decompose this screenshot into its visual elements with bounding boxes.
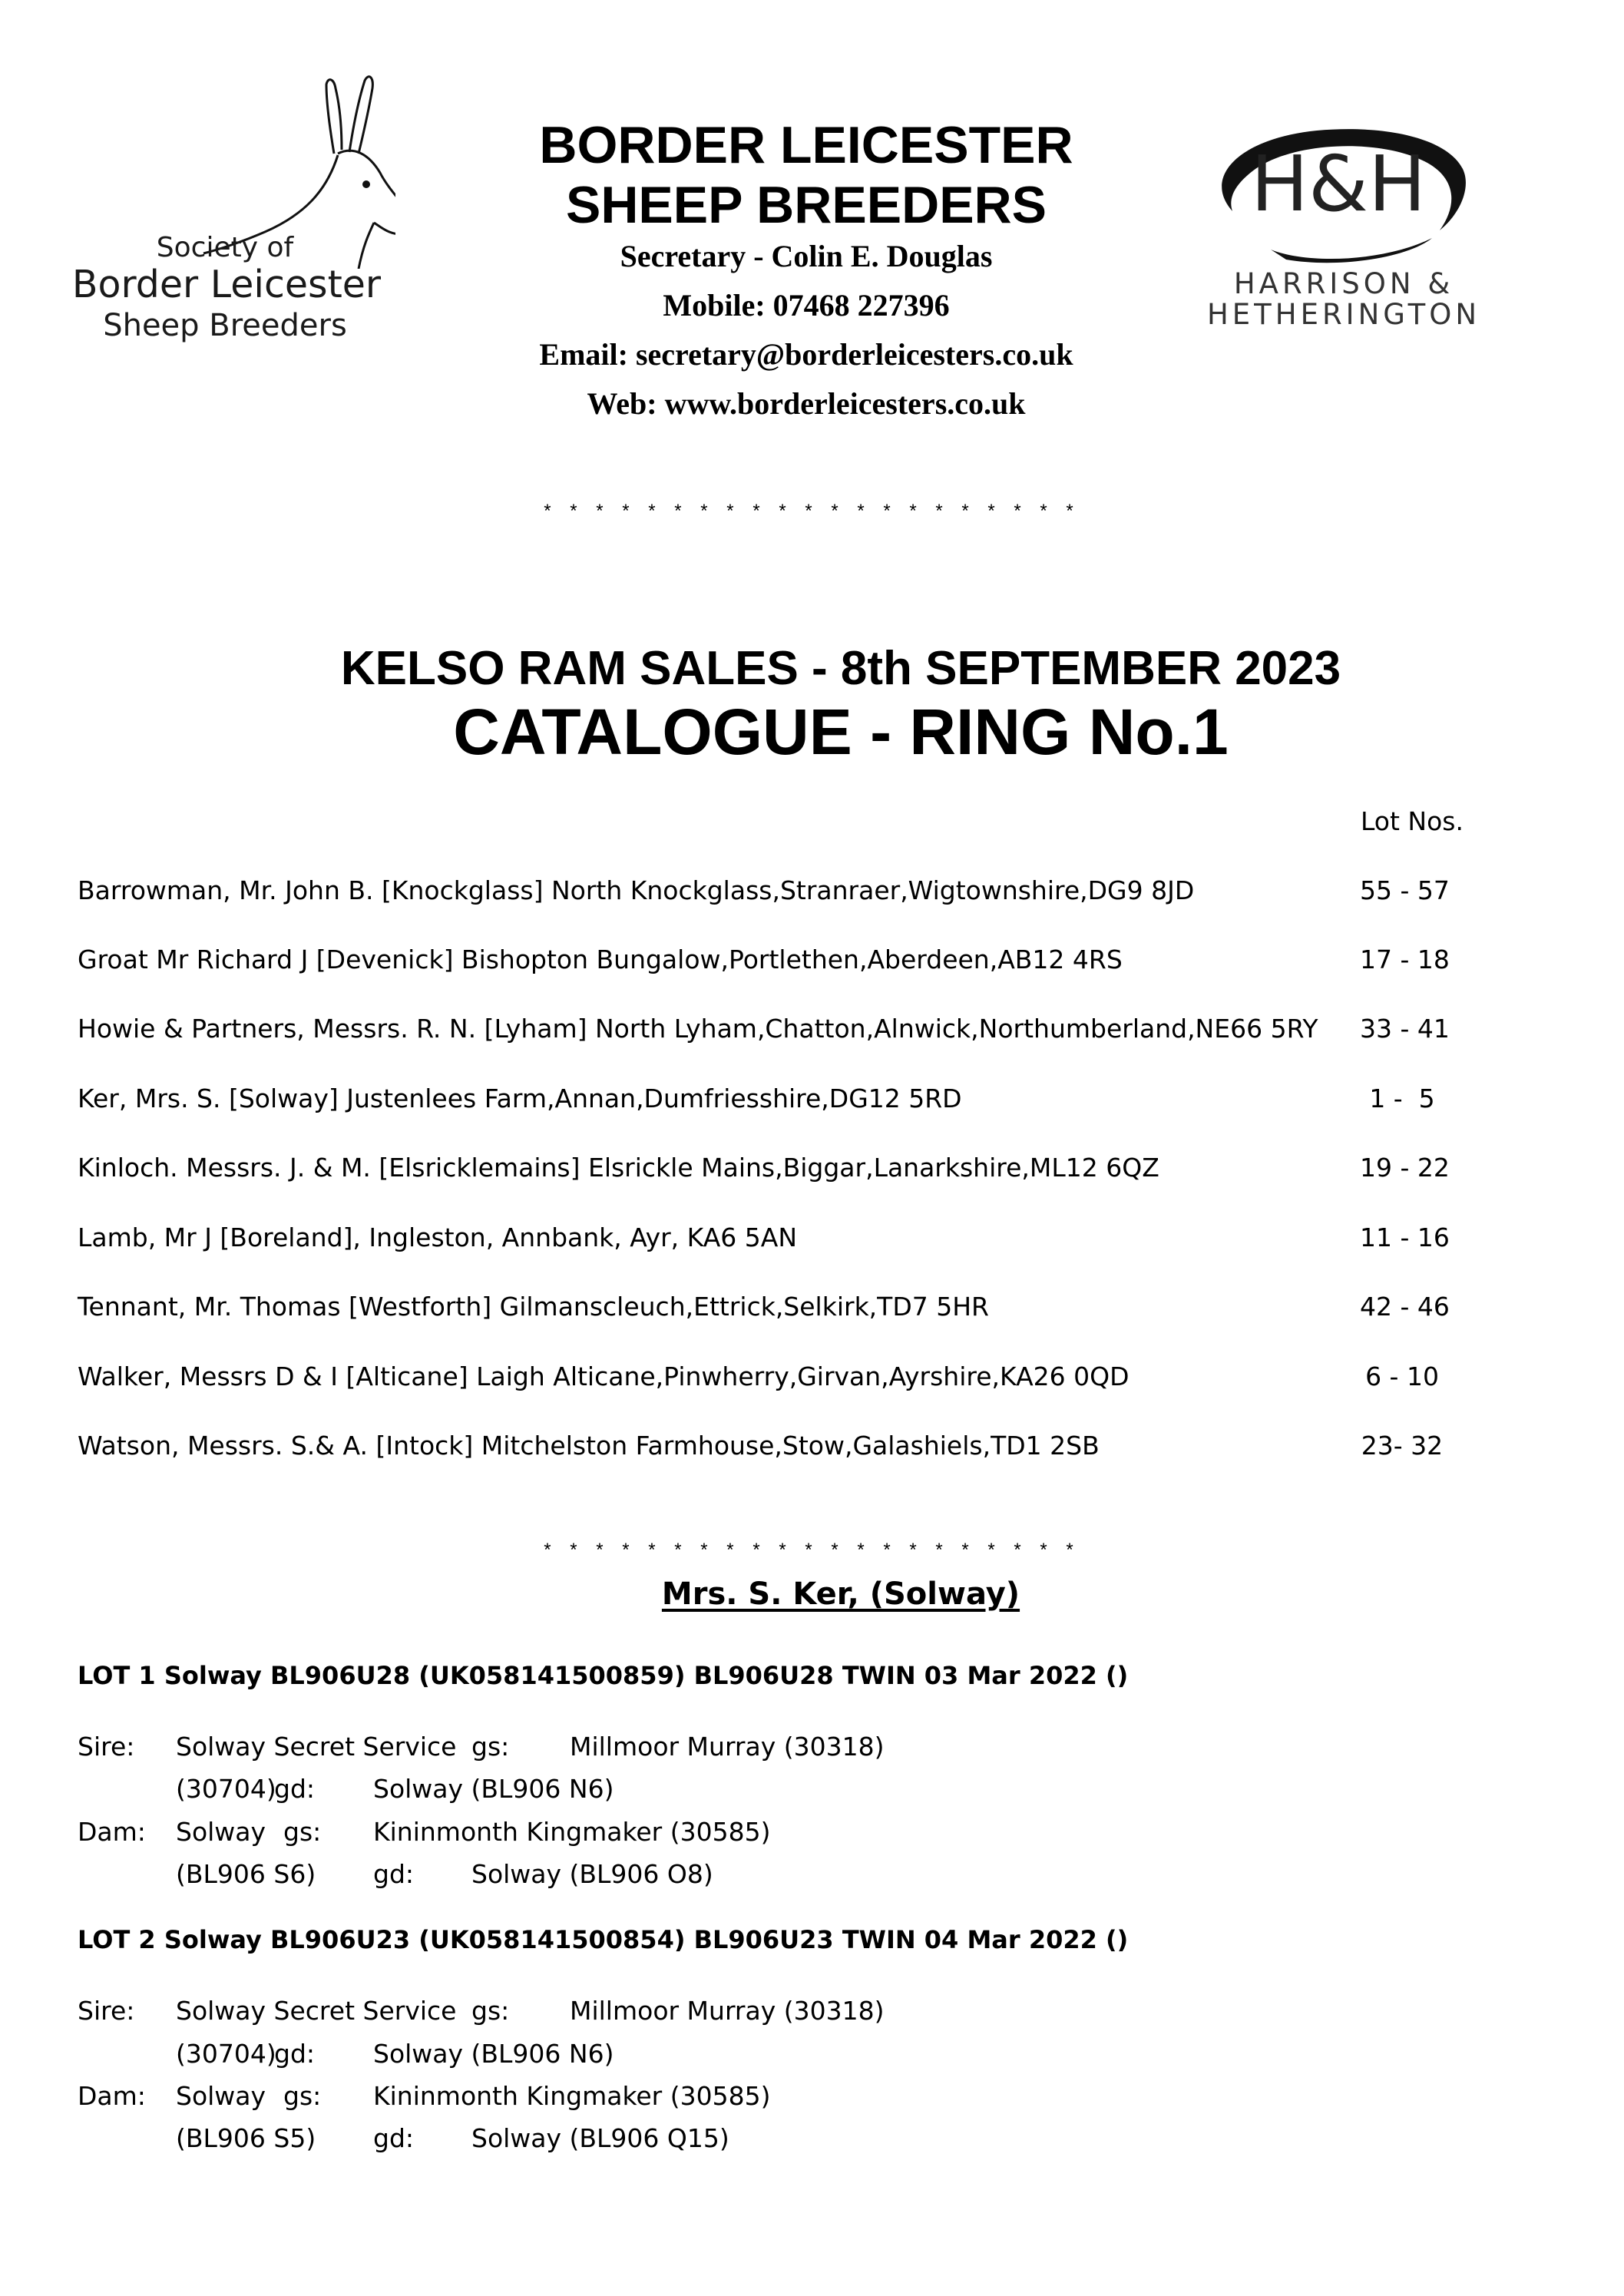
vendor-lots: 1 - 5 <box>1369 1083 1435 1113</box>
sire-gs: Millmoor Murray (30318) <box>570 1996 885 2026</box>
sire-gs-label: gs: <box>471 1732 510 1762</box>
sire-label: Sire: <box>78 1732 135 1762</box>
dam-gd-label: gd: <box>373 1859 415 1889</box>
dam-gs-label: gs: <box>283 2081 322 2111</box>
dam-label: Dam: <box>78 2081 146 2111</box>
harrison-hetherington-logo <box>1186 115 1501 338</box>
dam-name: Solway <box>176 2081 266 2111</box>
lot-title: LOT 1 Solway BL906U28 (UK058141500859) BL906U28 TWIN 03 Mar 2022 () <box>78 1661 1129 1690</box>
separator-middle: * * * * * * * * * * * * * * * * * * * * * <box>544 1540 1080 1560</box>
vendor-row <box>78 1014 1475 1052</box>
org-title-line-2: SHEEP BREEDERS <box>565 176 1047 234</box>
vendor-row <box>78 1083 1475 1122</box>
dam-gd: Solway (BL906 O8) <box>471 1859 713 1889</box>
vendor-name: Howie & Partners, Messrs. R. N. [Lyham] North Lyham,Chatton,Alnwick,Northumberland,NE66 5RY <box>78 1014 1318 1044</box>
sire-id: (30704) <box>176 1774 276 1804</box>
vendor-name: Watson, Messrs. S.& A. [Intock] Mitchelston Farmhouse,Stow,Galashiels,TD1 2SB <box>78 1431 1100 1461</box>
dam-gd-label: gd: <box>373 2123 415 2153</box>
vendor-name: Kinloch. Messrs. J. & M. [Elsricklemains] Elsrickle Mains,Biggar,Lanarkshire,ML12 6QZ <box>78 1153 1159 1183</box>
sire-gs-label: gs: <box>471 1996 510 2026</box>
sire-id: (30704) <box>176 2039 276 2069</box>
web-line: Web: www.borderleicesters.co.uk <box>587 386 1026 421</box>
vendor-name: Walker, Messrs D & I [Alticane] Laigh Alticane,Pinwherry,Girvan,Ayrshire,KA26 0QD <box>78 1361 1130 1391</box>
dam-id: (BL906 S6) <box>176 1859 316 1889</box>
dam-gd: Solway (BL906 Q15) <box>471 2123 729 2153</box>
vendor-row <box>78 1292 1475 1330</box>
dam-name: Solway <box>176 1817 266 1847</box>
sire-gd-label: gd: <box>274 1774 316 1804</box>
hh-mark: H&H <box>1250 139 1427 229</box>
vendor-name: Tennant, Mr. Thomas [Westforth] Gilmanscleuch,Ettrick,Selkirk,TD7 5HR <box>78 1292 989 1322</box>
lot-nos-header: Lot Nos. <box>1361 806 1464 836</box>
hh-name-line-2: HETHERINGTON <box>1206 298 1481 331</box>
society-logo-line-1: Society of <box>156 232 294 263</box>
vendor-row <box>78 1431 1475 1469</box>
hh-name-line-1: HARRISON & <box>1233 267 1454 300</box>
breeder-heading: Mrs. S. Ker, (Solway) <box>661 1576 1020 1612</box>
vendor-row <box>78 1222 1475 1261</box>
vendor-row <box>78 1153 1475 1191</box>
dam-gs-label: gs: <box>283 1817 322 1847</box>
dam-id: (BL906 S5) <box>176 2123 316 2153</box>
vendor-row <box>78 1361 1475 1400</box>
sire-label: Sire: <box>78 1996 135 2026</box>
sire-gs: Millmoor Murray (30318) <box>570 1732 885 1762</box>
vendor-lots: 33 - 41 <box>1360 1014 1450 1044</box>
sire-name: Solway Secret Service <box>176 1732 457 1762</box>
vendor-lots: 17 - 18 <box>1360 945 1450 974</box>
email-line: Email: secretary@borderleicesters.co.uk <box>539 337 1073 372</box>
sire-name: Solway Secret Service <box>176 1996 457 2026</box>
vendor-name: Barrowman, Mr. John B. [Knockglass] North Knockglass,Stranraer,Wigtownshire,DG9 8JD <box>78 875 1195 905</box>
vendor-row <box>78 875 1475 914</box>
vendor-lots: 23- 32 <box>1361 1431 1444 1461</box>
vendor-name: Groat Mr Richard J [Devenick] Bishopton Bungalow,Portlethen,Aberdeen,AB12 4RS <box>78 945 1123 974</box>
society-logo-line-3: Sheep Breeders <box>103 308 347 343</box>
dam-label: Dam: <box>78 1817 146 1847</box>
vendor-name: Ker, Mrs. S. [Solway] Justenlees Farm,Annan,Dumfriesshire,DG12 5RD <box>78 1083 962 1113</box>
vendor-name: Lamb, Mr J [Boreland], Ingleston, Annbank, Ayr, KA6 5AN <box>78 1222 798 1252</box>
vendor-lots: 6 - 10 <box>1365 1361 1439 1391</box>
vendor-row <box>78 945 1475 983</box>
sire-gd-label: gd: <box>274 2039 316 2069</box>
society-logo-line-2: Border Leicester <box>71 263 382 306</box>
vendor-lots: 42 - 46 <box>1360 1292 1450 1322</box>
vendor-lots: 19 - 22 <box>1360 1153 1450 1183</box>
mobile-line: Mobile: 07468 227396 <box>663 288 950 323</box>
sire-gd: Solway (BL906 N6) <box>373 1774 614 1804</box>
society-logo <box>73 69 395 361</box>
header-title-block <box>461 115 1152 419</box>
sale-title: KELSO RAM SALES - 8th SEPTEMBER 2023 <box>340 642 1341 695</box>
separator-top: * * * * * * * * * * * * * * * * * * * * * <box>544 501 1080 521</box>
sire-gd: Solway (BL906 N6) <box>373 2039 614 2069</box>
vendor-lots: 55 - 57 <box>1360 875 1450 905</box>
catalogue-title: CATALOGUE - RING No.1 <box>453 696 1229 768</box>
dam-gs: Kininmonth Kingmaker (30585) <box>373 1817 771 1847</box>
lot-title: LOT 2 Solway BL906U23 (UK058141500854) BL906U23 TWIN 04 Mar 2022 () <box>78 1925 1129 1954</box>
org-title-line-1: BORDER LEICESTER <box>539 116 1073 174</box>
dam-gs: Kininmonth Kingmaker (30585) <box>373 2081 771 2111</box>
secretary-line: Secretary - Colin E. Douglas <box>620 239 993 273</box>
vendor-lots: 11 - 16 <box>1360 1222 1450 1252</box>
